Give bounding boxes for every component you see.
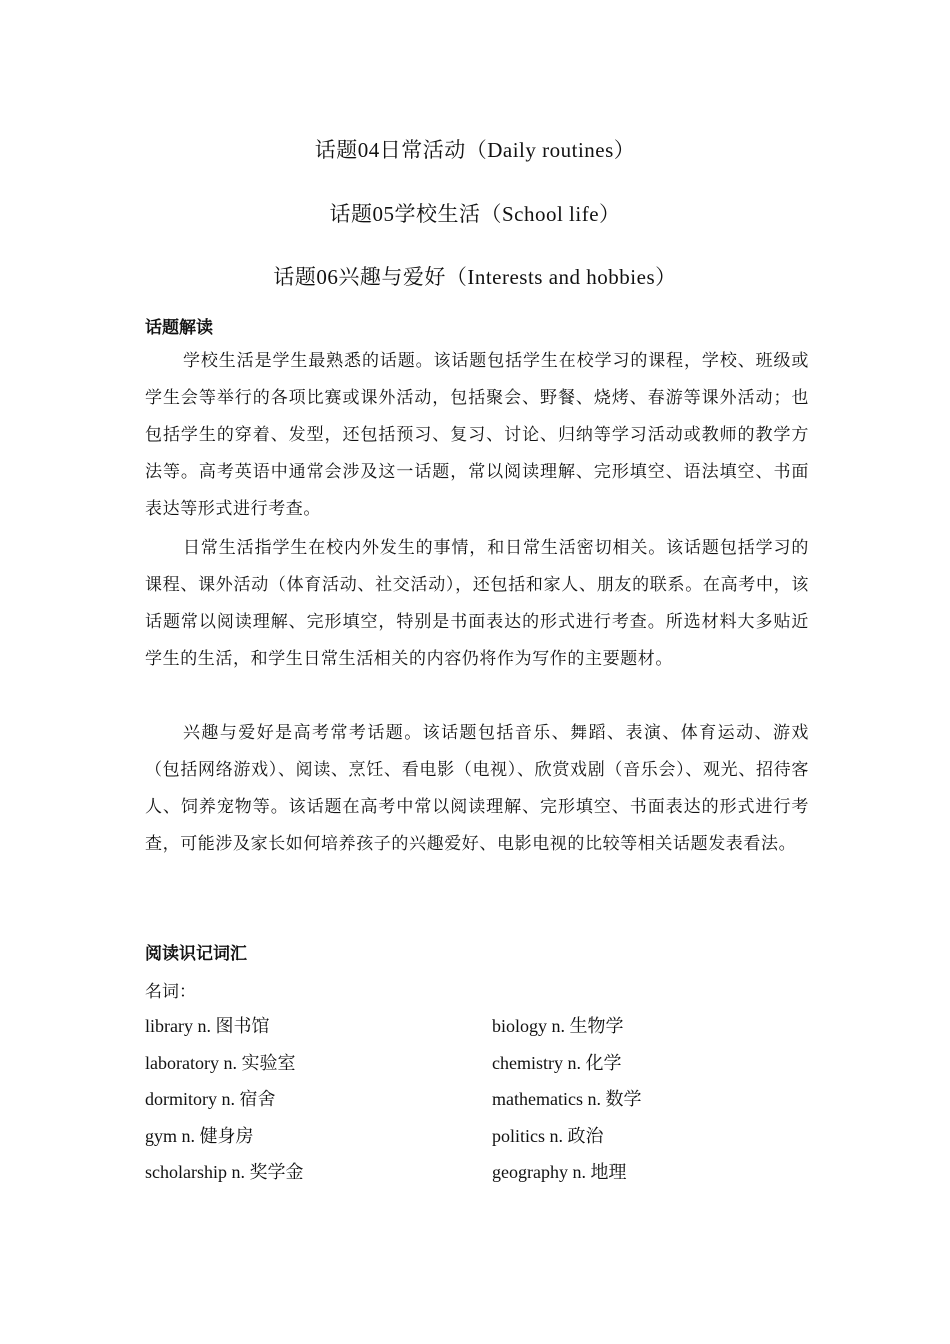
vocabulary-list	[145, 1012, 705, 1195]
section-heading-vocabulary: 阅读识记词汇	[145, 944, 247, 964]
vocabulary-item: chemistry n. 化学	[492, 1052, 622, 1073]
vocabulary-row	[145, 1012, 705, 1049]
section-heading-topic-interpretation: 话题解读	[145, 318, 213, 338]
vocabulary-item: politics n. 政治	[492, 1125, 604, 1146]
vocabulary-item: mathematics n. 数学	[492, 1089, 642, 1109]
paragraph-interests-hobbies: 兴趣与爱好是高考常考话题。该话题包括音乐、舞蹈、表演、体育运动、游戏（包括网络游戏）、阅读、烹饪、看电影（电视）、欣赏戏剧（音乐会）、观光、招待客人、饲养宠物等。该话题在高考中常以阅读理解、完形填空、书面表达的形式进行考查，可能涉及家长如何培养孩子的兴趣爱好、电影电视的比较等相关话题发表看法。	[145, 723, 809, 854]
vocabulary-item: biology n. 生物学	[492, 1016, 624, 1036]
vocabulary-category-label: 名词：	[145, 982, 196, 1002]
topic-title-05: 话题05学校生活（School life）	[329, 202, 621, 226]
vocabulary-row	[145, 1122, 705, 1159]
paragraph-school-life: 学校生活是学生最熟悉的话题。该话题包括学生在校学习的课程，学校、班级或学生会等举行的各项比赛或课外活动，包括聚会、野餐、烧烤、春游等课外活动；也包括学生的穿着、发型，还包括预习、复习、讨论、归纳等学习活动或教师的教学方法等。高考英语中通常会涉及这一话题，常以阅读理解、完形填空、语法填空、书面表达等形式进行考查。	[145, 351, 809, 519]
vocabulary-row	[145, 1158, 705, 1195]
topic-title-06: 话题06兴趣与爱好（Interests and hobbies）	[273, 265, 677, 289]
vocabulary-item: dormitory n. 宿舍	[145, 1089, 276, 1109]
vocabulary-row	[145, 1085, 705, 1122]
vocabulary-item: scholarship n. 奖学金	[145, 1162, 304, 1182]
topic-title-04: 话题04日常活动（Daily routines）	[314, 138, 636, 162]
vocabulary-row	[145, 1049, 705, 1086]
vocabulary-item: laboratory n. 实验室	[145, 1052, 296, 1073]
vocabulary-item: gym n. 健身房	[145, 1125, 254, 1146]
vocabulary-item: geography n. 地理	[492, 1162, 627, 1182]
paragraph-daily-life: 日常生活指学生在校内外发生的事情，和日常生活密切相关。该话题包括学习的课程、课外活动（体育活动、社交活动），还包括和家人、朋友的联系。在高考中，该话题常以阅读理解、完形填空，特别是书面表达的形式进行考查。所选材料大多贴近学生的生活，和学生日常生活相关的内容仍将作为写作的主要题材。	[145, 538, 809, 669]
vocabulary-item: library n. 图书馆	[145, 1016, 270, 1036]
